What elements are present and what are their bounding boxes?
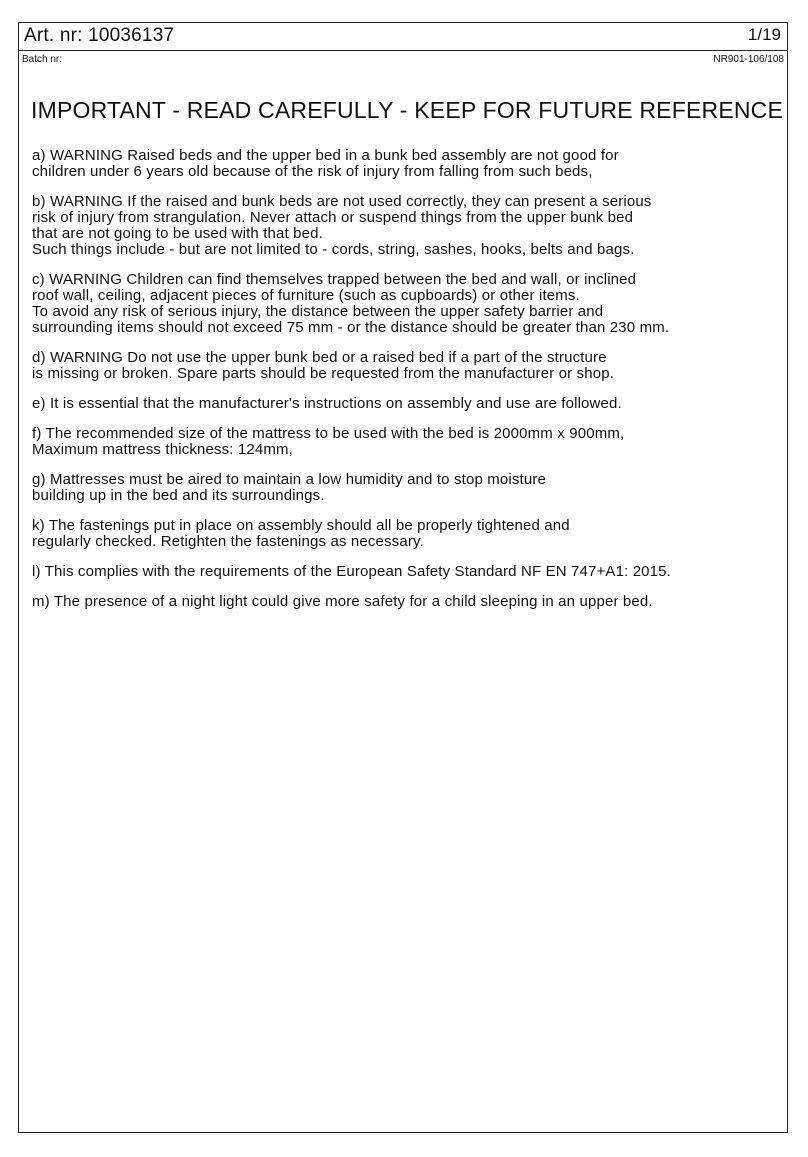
paragraph-g: g) Mattresses must be aired to maintain a low humidity and to stop moisture building up in the bed and its surroundings. xyxy=(32,471,546,504)
paragraph-b: b) WARNING If the raised and bunk beds are not used correctly, they can present a serious risk of injury from strangulation. Never attach or suspend things from the upper bunk bed that are not going to be used with that bed. Such things include - but are not limited to - cords, string, sashes, hooks, belts and bags. xyxy=(32,193,652,258)
warning-list xyxy=(32,148,784,624)
paragraph-e: e) It is essential that the manufacturer's instructions on assembly and use are followed. xyxy=(32,395,622,412)
page-title: IMPORTANT - READ CAREFULLY - KEEP FOR FUTURE REFERENCE xyxy=(31,97,784,123)
header-row xyxy=(19,23,787,51)
reference-code: NR901-106/108 xyxy=(713,54,784,65)
paragraph-k: k) The fastenings put in place on assembly should all be properly tightened and regularly checked. Retighten the fastenings as necessary. xyxy=(32,517,570,550)
paragraph-m: m) The presence of a night light could give more safety for a child sleeping in an upper bed. xyxy=(32,593,653,610)
document-page xyxy=(18,22,788,1133)
paragraph-c: c) WARNING Children can find themselves trapped between the bed and wall, or inclined roof wall, ceiling, adjacent pieces of furniture (such as cupboards) or other items. To avoid any risk of serious injury, the distance between the upper safety barrier and surrounding items should not exceed 75 mm - or the distance should be greater than 230 mm. xyxy=(32,271,670,336)
paragraph-l: l) This complies with the requirements of the European Safety Standard NF EN 747+A1: 2015. xyxy=(32,563,671,580)
paragraph-f: f) The recommended size of the mattress to be used with the bed is 2000mm x 900mm, Maximum mattress thickness: 124mm, xyxy=(32,425,625,458)
paragraph-d: d) WARNING Do not use the upper bunk bed or a raised bed if a part of the structure is missing or broken. Spare parts should be requested from the manufacturer or shop. xyxy=(32,349,615,382)
batch-number-label: Batch nr: xyxy=(22,54,63,65)
page-number: 1/19 xyxy=(747,25,781,44)
paragraph-a: a) WARNING Raised beds and the upper bed in a bunk bed assembly are not good for children under 6 years old because of the risk of injury from falling from such beds, xyxy=(32,147,619,180)
article-number: Art. nr: 10036137 xyxy=(24,25,175,46)
